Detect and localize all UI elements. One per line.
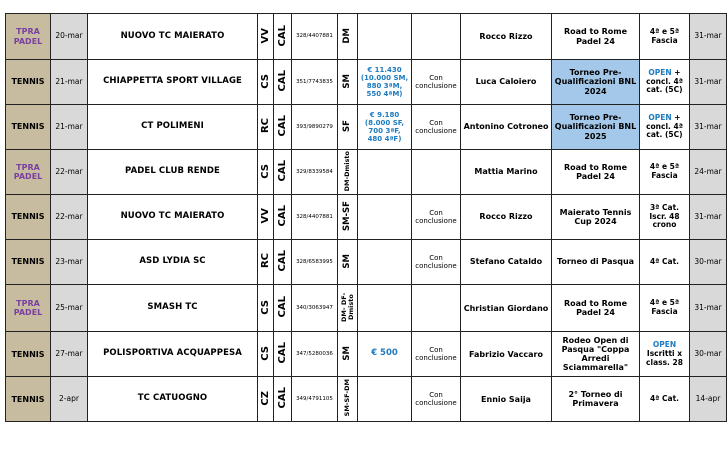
table-row [6, 60, 727, 105]
table-row [6, 332, 727, 377]
tournament-name-cell: Road to Rome Padel 24 [552, 285, 640, 332]
category-cell [338, 150, 358, 195]
category-text: DM- DF- Dmisto [339, 292, 355, 322]
conclusion-cell: Con conclusione [412, 377, 461, 422]
referee-cell: Christian Giordano [461, 285, 552, 332]
sport-cell: TENNIS [6, 332, 51, 377]
table-row [6, 14, 727, 60]
start-date-cell: 27-mar [51, 332, 88, 377]
club-name-cell: POLISPORTIVA ACQUAPPESA [88, 332, 258, 377]
province-text: CS [259, 163, 271, 179]
referee-cell: Antonino Cotroneo [461, 105, 552, 150]
prize-cell [358, 240, 412, 285]
start-date-cell: 25-mar [51, 285, 88, 332]
table-row [6, 150, 727, 195]
province-cell [258, 195, 274, 240]
conclusion-cell: Con conclusione [412, 332, 461, 377]
region-cell [274, 14, 292, 60]
province-text: CS [259, 299, 271, 315]
start-date-cell: 20-mar [51, 14, 88, 60]
table-row [6, 285, 727, 332]
category-cell [338, 14, 358, 60]
level-cell: 4ª Cat. [640, 240, 690, 285]
province-text: CS [259, 73, 271, 89]
level-text: + concl. 4ª cat. (5C) [646, 113, 683, 140]
sport-cell: TENNIS [6, 240, 51, 285]
category-cell [338, 377, 358, 422]
referee-cell: Rocco Rizzo [461, 195, 552, 240]
province-cell [258, 285, 274, 332]
tournament-name-cell: Maierato Tennis Cup 2024 [552, 195, 640, 240]
club-name-cell: PADEL CLUB RENDE [88, 150, 258, 195]
region-cell [274, 240, 292, 285]
referee-cell: Ennio Saija [461, 377, 552, 422]
level-cell: 4ª e 5ª Fascia [640, 285, 690, 332]
tournament-name-cell: 2° Torneo di Primavera [552, 377, 640, 422]
club-name-cell: ASD LYDIA SC [88, 240, 258, 285]
prize-cell: € 11.430 (10.000 SM, 880 3ªM, 550 4ªM) [358, 60, 412, 105]
referee-cell: Luca Caloiero [461, 60, 552, 105]
tournament-name-cell: Road to Rome Padel 24 [552, 150, 640, 195]
level-cell [640, 60, 690, 105]
region-cell [274, 150, 292, 195]
level-cell: 4ª Cat. [640, 377, 690, 422]
sport-cell: TPRA PADEL [6, 150, 51, 195]
open-label: OPEN [652, 340, 677, 350]
prize-cell [358, 195, 412, 240]
phone-cell: 393/9890279 [292, 105, 338, 150]
table-row [6, 240, 727, 285]
end-date-cell: 31-mar [690, 285, 727, 332]
category-text: SM-SF-DM [343, 379, 352, 417]
province-text: CZ [259, 390, 271, 406]
phone-cell: 340/3063947 [292, 285, 338, 332]
category-text: SM [341, 73, 352, 89]
conclusion-cell [412, 150, 461, 195]
start-date-cell: 23-mar [51, 240, 88, 285]
level-cell: 4ª e 5ª Fascia [640, 150, 690, 195]
region-cell [274, 60, 292, 105]
category-text: DM [341, 27, 352, 44]
club-name-cell: TC CATUOGNO [88, 377, 258, 422]
region-cell [274, 332, 292, 377]
phone-cell: 351/7743835 [292, 60, 338, 105]
table-row [6, 105, 727, 150]
phone-cell: 328/6583995 [292, 240, 338, 285]
open-label: OPEN [648, 113, 672, 123]
sport-cell: TENNIS [6, 105, 51, 150]
club-name-cell: SMASH TC [88, 285, 258, 332]
club-name-cell: CHIAPPETTA SPORT VILLAGE [88, 60, 258, 105]
region-text: CAL [276, 115, 288, 137]
region-text: CAL [276, 205, 288, 227]
level-cell: 4ª e 5ª Fascia [640, 14, 690, 60]
sport-cell: TPRA PADEL [6, 14, 51, 60]
open-label: OPEN [648, 68, 672, 78]
prize-cell [358, 285, 412, 332]
region-cell [274, 285, 292, 332]
region-text: CAL [276, 342, 288, 364]
level-cell [640, 332, 690, 377]
category-text: SM-SF [341, 200, 352, 231]
level-text: + concl. 4ª cat. (5C) [646, 68, 683, 95]
category-cell [338, 105, 358, 150]
province-text: RC [259, 118, 271, 134]
end-date-cell: 24-mar [690, 150, 727, 195]
category-cell [338, 285, 358, 332]
tournament-name-cell: Road to Rome Padel 24 [552, 14, 640, 60]
phone-cell: 328/4407881 [292, 14, 338, 60]
conclusion-cell: Con conclusione [412, 195, 461, 240]
sport-cell: TENNIS [6, 195, 51, 240]
level-cell [640, 105, 690, 150]
region-text: CAL [276, 160, 288, 182]
region-text: CAL [276, 70, 288, 92]
start-date-cell: 21-mar [51, 60, 88, 105]
start-date-cell: 22-mar [51, 150, 88, 195]
phone-cell: 328/4407881 [292, 195, 338, 240]
tournament-name-cell: Rodeo Open di Pasqua "Coppa Arredi Sciammarella" [552, 332, 640, 377]
province-cell [258, 377, 274, 422]
region-cell [274, 377, 292, 422]
region-text: CAL [276, 296, 288, 318]
end-date-cell: 31-mar [690, 105, 727, 150]
region-text: CAL [276, 387, 288, 409]
region-cell [274, 105, 292, 150]
province-cell [258, 105, 274, 150]
end-date-cell: 14-apr [690, 377, 727, 422]
phone-cell: 347/5280036 [292, 332, 338, 377]
conclusion-cell: Con conclusione [412, 240, 461, 285]
category-cell [338, 332, 358, 377]
phone-cell: 329/8339584 [292, 150, 338, 195]
region-cell [274, 195, 292, 240]
province-cell [258, 60, 274, 105]
category-cell [338, 60, 358, 105]
province-text: CS [259, 345, 271, 361]
category-text: DM-Dmisto [343, 150, 352, 192]
end-date-cell: 30-mar [690, 240, 727, 285]
category-cell [338, 195, 358, 240]
province-text: VV [259, 208, 271, 224]
referee-cell: Stefano Cataldo [461, 240, 552, 285]
province-text: VV [259, 27, 271, 44]
prize-cell [358, 377, 412, 422]
phone-cell: 349/4791105 [292, 377, 338, 422]
prize-cell: € 9.180 (8.000 SF, 700 3ªF, 480 4ªF) [358, 105, 412, 150]
club-name-cell: CT POLIMENI [88, 105, 258, 150]
tournament-name-cell: Torneo di Pasqua [552, 240, 640, 285]
referee-cell: Rocco Rizzo [461, 14, 552, 60]
end-date-cell: 31-mar [690, 60, 727, 105]
level-text: Iscritti x class. 28 [646, 348, 683, 367]
category-text: SF [341, 119, 352, 132]
tournament-name-cell: Torneo Pre-Qualificazioni BNL 2024 [552, 60, 640, 105]
region-text: CAL [276, 250, 288, 272]
region-text: CAL [276, 24, 288, 47]
level-cell: 3ª Cat. Iscr. 48 crono [640, 195, 690, 240]
province-text: RC [259, 253, 271, 269]
conclusion-cell [412, 14, 461, 60]
club-name-cell: NUOVO TC MAIERATO [88, 14, 258, 60]
table-row [6, 195, 727, 240]
start-date-cell: 21-mar [51, 105, 88, 150]
sport-cell: TPRA PADEL [6, 285, 51, 332]
end-date-cell: 31-mar [690, 14, 727, 60]
province-cell [258, 14, 274, 60]
end-date-cell: 31-mar [690, 195, 727, 240]
club-name-cell: NUOVO TC MAIERATO [88, 195, 258, 240]
tournament-name-cell: Torneo Pre-Qualificazioni BNL 2025 [552, 105, 640, 150]
category-cell [338, 240, 358, 285]
province-cell [258, 332, 274, 377]
referee-cell: Mattia Marino [461, 150, 552, 195]
conclusion-cell: Con conclusione [412, 60, 461, 105]
prize-cell [358, 150, 412, 195]
end-date-cell: 30-mar [690, 332, 727, 377]
prize-cell: € 500 [358, 332, 412, 377]
start-date-cell: 22-mar [51, 195, 88, 240]
province-cell [258, 150, 274, 195]
province-cell [258, 240, 274, 285]
start-date-cell: 2-apr [51, 377, 88, 422]
conclusion-cell: Con conclusione [412, 105, 461, 150]
category-text: SM [341, 345, 352, 361]
category-text: SM [341, 253, 352, 269]
referee-cell: Fabrizio Vaccaro [461, 332, 552, 377]
prize-cell [358, 14, 412, 60]
tournament-table [5, 13, 727, 422]
table-row [6, 377, 727, 422]
sport-cell: TENNIS [6, 60, 51, 105]
conclusion-cell [412, 285, 461, 332]
sport-cell: TENNIS [6, 377, 51, 422]
